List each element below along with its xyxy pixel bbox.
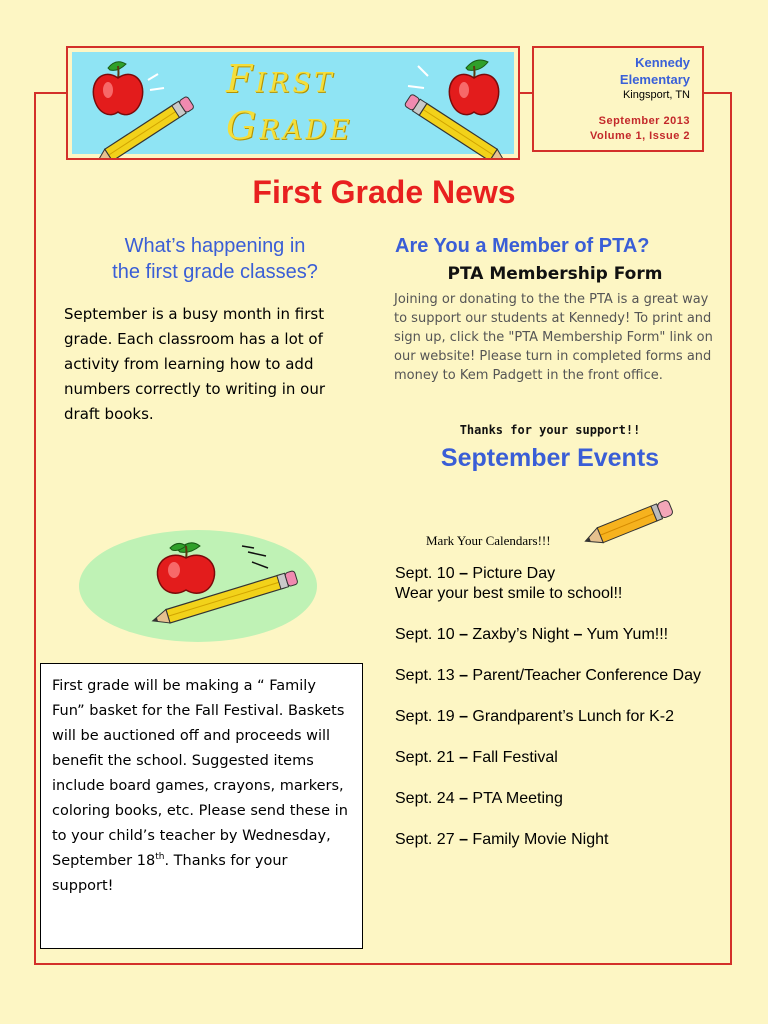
events-heading: September Events xyxy=(440,444,660,472)
mark-calendars: Mark Your Calendars!!! xyxy=(426,533,551,548)
left-heading-line1: What’s happening in xyxy=(124,235,306,257)
school-name-line1: Kennedy xyxy=(635,55,690,70)
banner-background xyxy=(72,52,514,154)
event-item: Sept. 10 – Zaxby’s Night – Yum Yum!!! xyxy=(395,626,669,643)
page-title: First Grade News xyxy=(252,174,516,210)
school-name-line2: Elementary xyxy=(619,72,690,87)
apple-pencil-ellipse-art xyxy=(78,528,318,648)
pta-form-title: PTA Membership Form xyxy=(447,264,663,284)
school-city: Kingsport, TN xyxy=(622,89,690,101)
event-item: Sept. 21 – Fall Festival xyxy=(395,749,558,766)
family-fun-notice xyxy=(40,663,363,949)
event-item: Sept. 13 – Parent/Teacher Conference Day xyxy=(395,667,701,684)
event-item: Sept. 27 – Family Movie Night xyxy=(395,831,609,848)
events-list xyxy=(395,564,715,871)
issue-date: September 2013 xyxy=(598,115,690,127)
banner xyxy=(66,46,520,160)
sparkle-lines xyxy=(408,66,428,88)
event-item: Sept. 19 – Grandparent’s Lunch for K-2 xyxy=(395,708,675,725)
event-item: Sept. 10 – Picture Day Wear your best smile to school!! xyxy=(395,565,623,602)
notice-text: First grade will be making a “ Family Fun” basket for the Fall Festival. Baskets will be auctioned off and proceeds will benefit the school. Suggested items include board games, crayons, markers, coloring books, etc. Please send these in to your child’s teacher by Wednesday, September 18 xyxy=(52,678,348,869)
pta-heading: Are You a Member of PTA? xyxy=(395,235,650,257)
sparkle-lines xyxy=(148,74,164,90)
notice-text-end: . Thanks for your support! xyxy=(52,853,288,894)
school-info-box xyxy=(532,46,704,152)
apple-pencil-clipart-left xyxy=(86,54,206,158)
issue-number: Volume 1, Issue 2 xyxy=(589,130,690,142)
pta-body-text: Joining or donating to the the PTA is a great way to support our students at Kennedy! To print and sign up, click the "PTA Membership Form" link on our website! Please turn in completed forms and money to Kem Padgett in the front office. xyxy=(394,292,713,383)
left-body-text: September is a busy month in first grade. Each classroom has a lot of activity from learning how to add numbers correctly to writing in our draft books. xyxy=(64,305,326,423)
banner-title: FIRST GRADE xyxy=(226,57,353,148)
event-item: Sept. 24 – PTA Meeting xyxy=(395,790,563,807)
apple-pencil-clipart-right xyxy=(396,54,516,158)
left-heading xyxy=(70,233,360,285)
apple-icon xyxy=(449,60,498,115)
pencil-icon xyxy=(578,498,678,546)
left-heading-line2: the first grade classes? xyxy=(112,261,318,283)
pta-thanks: Thanks for your support!! xyxy=(459,423,641,437)
notice-superscript: th xyxy=(155,852,165,863)
apple-icon xyxy=(93,62,142,115)
